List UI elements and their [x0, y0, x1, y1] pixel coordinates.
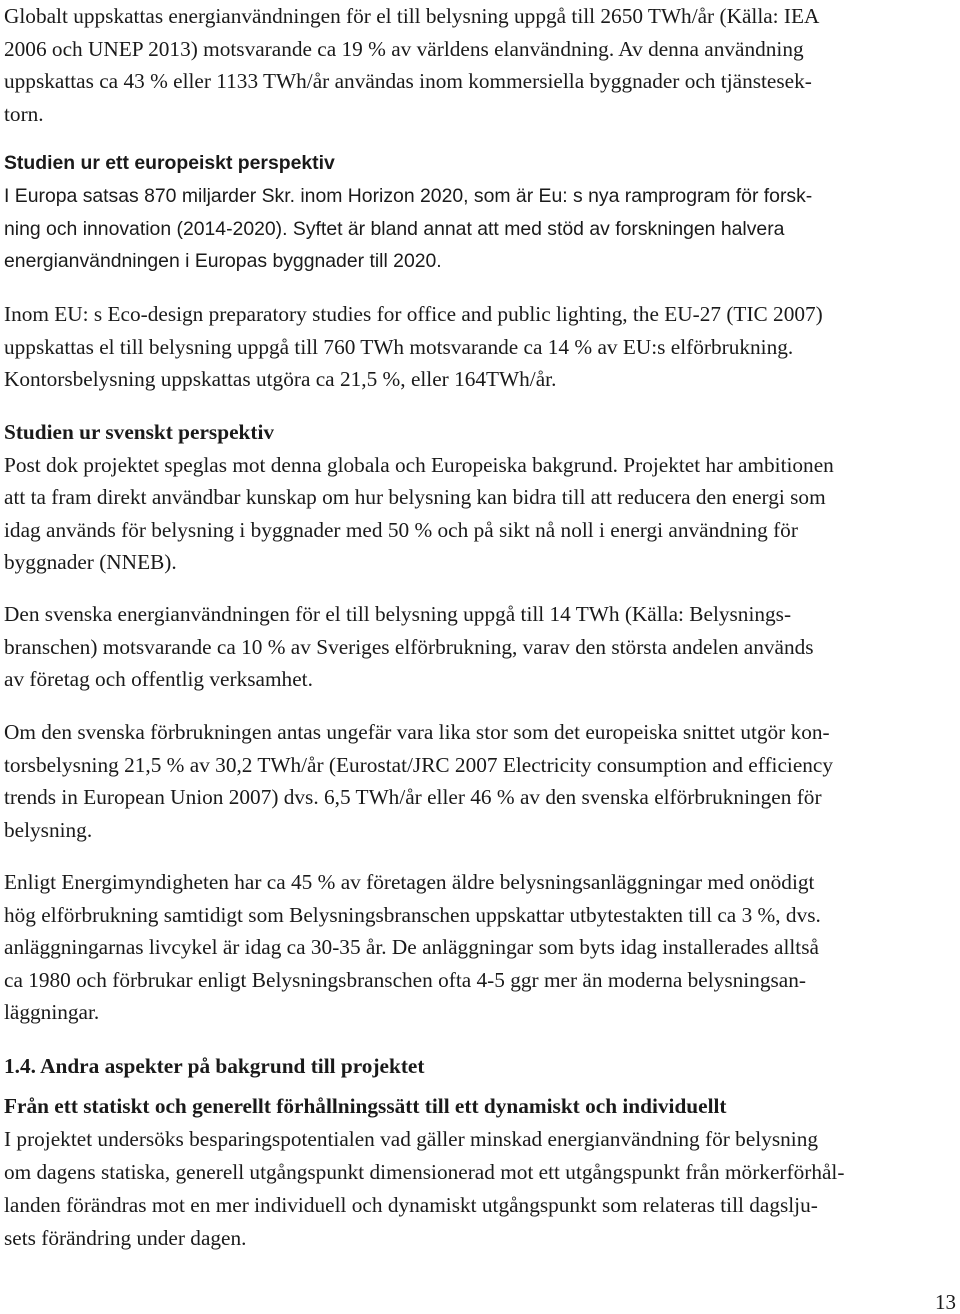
- text-line: torn.: [4, 101, 44, 126]
- text-line: Om den svenska förbrukningen antas ungefär vara lika stor som det europeiska snittet utgör kon-: [4, 720, 830, 744]
- section-heading: Studien ur svenskt perspektiv: [4, 420, 275, 444]
- text-line: trends in European Union 2007) dvs. 6,5 TWh/år eller 46 % av den svenska elförbrukningen för: [4, 785, 822, 810]
- text-line: Enligt Energimyndigheten har ca 45 % av företagen äldre belysningsanläggningar med onödigt: [4, 870, 815, 894]
- section-heading: Studien ur ett europeiskt perspektiv: [4, 152, 335, 174]
- text-line: 2006 och UNEP 2013) motsvarande ca 19 % av världens elanvändning. Av denna användning: [4, 36, 804, 61]
- paragraph-energy-agency: [4, 866, 960, 1029]
- text-line: ning och innovation (2014-2020). Syftet är bland annat att med stöd av forskningen halvera: [4, 217, 785, 240]
- text-line: uppskattas ca 43 % eller 1133 TWh/år användas inom kommersiella byggnader och tjänstesek-: [4, 69, 812, 94]
- text-line: Inom EU: s Eco-design preparatory studies for office and public lighting, the EU-27 (TIC 2007): [4, 302, 823, 326]
- text-line: uppskattas el till belysning uppgå till 760 TWh motsvarande ca 14 % av EU:s elförbrukning.: [4, 334, 794, 359]
- text-line: sets förändring under dagen.: [4, 1226, 247, 1250]
- paragraph-swedish-energy: [4, 598, 960, 696]
- text-line: Kontorsbelysning uppskattas utgöra ca 21,5 %, eller 164TWh/år.: [4, 367, 557, 392]
- section-swedish-perspective: [4, 416, 960, 579]
- text-line: landen förändras mot en mer individuell och dynamiskt utgångspunkt som relateras till dagslju-: [4, 1193, 818, 1217]
- text-line: I projektet undersöks besparingspotentialen vad gäller minskad energianvändning för belysning: [4, 1127, 819, 1151]
- text-line: branschen) motsvarande ca 10 % av Sveriges elförbrukning, varav den största andelen används: [4, 634, 814, 659]
- text-line: ca 1980 och förbrukar enligt Belysningsbranschen ofta 4-5 ggr mer än moderna belysningsan-: [4, 967, 806, 992]
- text-line: Post dok projektet speglas mot denna globala och Europeiska bakgrund. Projektet har ambitionen: [4, 452, 834, 477]
- text-line: läggningar.: [4, 1000, 100, 1025]
- section-european-perspective: [4, 147, 960, 278]
- paragraph-global-energy: [4, 0, 960, 130]
- text-line: idag används för belysning i byggnader med 50 % och på sikt nå noll i energi användning för: [4, 517, 798, 542]
- paragraph-office-lighting: [4, 716, 960, 846]
- text-line: belysning.: [4, 817, 93, 842]
- text-line: av företag och offentlig verksamhet.: [4, 667, 313, 692]
- section-other-aspects: [4, 1050, 960, 1255]
- text-line: Globalt uppskattas energianvändningen för el till belysning uppgå till 2650 TWh/år (Källa: IEA: [4, 4, 820, 28]
- page-number: 13: [935, 1290, 956, 1314]
- text-line: energianvändningen i Europas byggnader till 2020.: [4, 250, 442, 273]
- chapter-heading: 1.4. Andra aspekter på bakgrund till projektet: [4, 1054, 425, 1078]
- text-line: anläggningarnas livcykel är idag ca 30-35 år. De anläggningar som byts idag installerades alltså: [4, 935, 819, 960]
- text-line: I Europa satsas 870 miljarder Skr. inom Horizon 2020, som är Eu: s nya ramprogram för forsk-: [4, 184, 813, 207]
- subsection-heading: Från ett statiskt och generellt förhållningssätt till ett dynamiskt och individuellt: [4, 1094, 727, 1118]
- text-line: Den svenska energianvändningen för el till belysning uppgå till 14 TWh (Källa: Belysnings-: [4, 602, 792, 626]
- paragraph-eu-ecodesign: [4, 298, 960, 396]
- text-line: byggnader (NNEB).: [4, 550, 177, 575]
- text-line: att ta fram direkt användbar kunskap om hur belysning kan bidra till att reducera den energi som: [4, 485, 826, 510]
- text-line: torsbelysning 21,5 % av 30,2 TWh/år (Eurostat/JRC 2007 Electricity consumption and efficiency: [4, 752, 834, 777]
- text-line: om dagens statiska, generell utgångspunkt dimensionerad mot ett utgångspunkt från mörkerförhål-: [4, 1160, 845, 1184]
- text-line: hög elförbrukning samtidigt som Belysningsbranschen uppskattar utbytestakten till ca 3 %, dvs.: [4, 902, 821, 927]
